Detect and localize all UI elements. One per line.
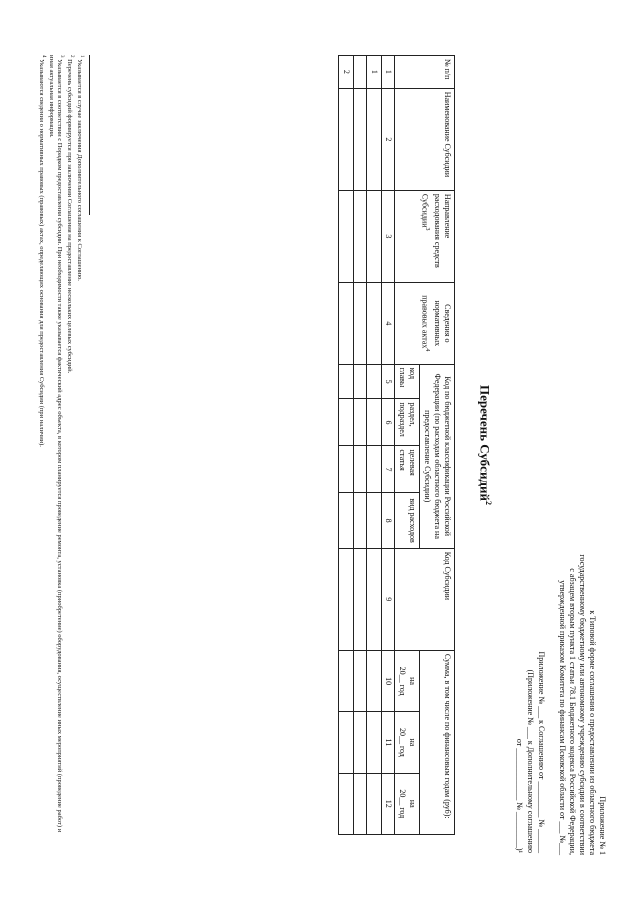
table-cell[interactable]: [339, 88, 354, 190]
agreement-reference: [514, 553, 547, 853]
column-number: 4: [382, 282, 395, 364]
header-cell-year-1: [395, 650, 420, 711]
table-cell[interactable]: [354, 650, 367, 711]
footnote-mark: 2: [68, 55, 74, 58]
header-cell-section: раздел, подраздел: [395, 399, 420, 446]
column-number: 7: [382, 446, 395, 493]
table-row: [339, 56, 354, 835]
year-prefix: на: [408, 677, 417, 685]
table-cell[interactable]: [354, 548, 367, 650]
header-line: Приложение № 1: [598, 796, 607, 855]
header-cell-legal-acts: [395, 282, 455, 364]
column-number: 3: [382, 190, 395, 282]
table-cell[interactable]: [339, 282, 354, 364]
column-number: 9: [382, 548, 395, 650]
table-cell[interactable]: [367, 446, 382, 493]
footnote-item: [36, 55, 46, 845]
footnote-mark: 4: [40, 55, 46, 58]
table-cell[interactable]: [367, 282, 382, 364]
footnotes: [36, 55, 85, 845]
footnote-item: [65, 55, 75, 845]
table-cell[interactable]: [367, 548, 382, 650]
table-cell[interactable]: [367, 190, 382, 282]
year-label: 20__ год: [398, 789, 407, 819]
footnote-text: Указывается в случае заключения Дополнительного соглашения к Соглашению.: [75, 59, 83, 281]
table-cell[interactable]: [339, 650, 354, 711]
header-cell-number: № п/п: [395, 56, 455, 89]
table-cell[interactable]: [367, 364, 382, 399]
table-cell[interactable]: [354, 399, 367, 446]
document-page: [15, 15, 625, 875]
table-cell[interactable]: [354, 364, 367, 399]
header-cell-expense-type: вид расходов: [395, 493, 420, 548]
row-number: 2: [339, 56, 354, 89]
table-cell[interactable]: [354, 493, 367, 548]
table-row: [367, 56, 382, 835]
agreement-line: (Приложение № ___ к Дополнительному соглашению: [526, 669, 535, 853]
table-cell[interactable]: [367, 399, 382, 446]
table-cell[interactable]: [354, 190, 367, 282]
table-cell[interactable]: [354, 282, 367, 364]
footnote-mark: 1: [79, 55, 84, 58]
table-cell[interactable]: [339, 190, 354, 282]
header-line: утвержденной приказом Комитета по финансам Псковской области от ___ №___: [558, 580, 567, 855]
header-cell-direction: [395, 190, 455, 282]
column-number: 1: [382, 56, 395, 89]
appendix-header: [557, 395, 607, 855]
table-cell[interactable]: [339, 548, 354, 650]
agreement-line: Приложение № ___ к Соглашению от _________ № ______: [537, 651, 546, 853]
header-cell-budget-classification: Код по бюджетной классификации Российской Федерации (по расходам областного бюджета на предоставление Субсидии): [420, 364, 455, 548]
footnote-text: Указываются сведения о нормативных правовых (правовых) актах, определяющих основания для предоставления Субсидии (при наличии).: [37, 59, 45, 447]
row-number: 1: [367, 56, 382, 89]
direction-footnote-mark: 3: [424, 227, 430, 231]
table-cell[interactable]: [339, 773, 354, 834]
title-text: Перечень Субсидий: [477, 385, 493, 501]
table-cell[interactable]: [367, 650, 382, 711]
footnote-item: [75, 55, 85, 845]
column-number: 6: [382, 399, 395, 446]
page-title: [477, 15, 493, 875]
table-header-row: [420, 56, 455, 835]
column-number-row: [382, 56, 395, 835]
year-label: 20__ год: [398, 727, 407, 757]
header-cell-subsidy-code: Код Субсидии: [395, 548, 455, 650]
agreement-line: от _____________ № _________)¹: [515, 738, 524, 853]
header-line: к Типовой форме соглашения о предоставлении из областного бюджета: [588, 610, 597, 855]
table-cell[interactable]: [354, 773, 367, 834]
table-cell[interactable]: [339, 493, 354, 548]
column-number: 5: [382, 364, 395, 399]
header-cell-target-article: целевая статья: [395, 446, 420, 493]
year-prefix: на: [408, 738, 417, 747]
table-cell[interactable]: [339, 399, 354, 446]
header-cell-year-3: [395, 773, 420, 834]
table-cell[interactable]: [367, 712, 382, 773]
table-cell[interactable]: [354, 712, 367, 773]
column-number: 12: [382, 773, 395, 834]
footnote-text: Указывается в соответствии с Порядком предоставления субсидии. При необходимости также указывается фактический адрес объекта, в котором планируется проведение ремонта, установка (приобретение) оборудования, осуществление иных мероприятий (проведение работ) и иная актуальная информация.: [47, 55, 63, 833]
header-line: государственному бюджетному или автономному учреждению субсидии в соответствии: [578, 554, 587, 855]
table-cell[interactable]: [339, 446, 354, 493]
footnote-mark: 3: [58, 55, 64, 58]
column-number: 11: [382, 712, 395, 773]
table-cell[interactable]: [354, 88, 367, 190]
acts-footnote-mark: 4: [424, 348, 430, 352]
table-cell[interactable]: [367, 88, 382, 190]
column-number: 2: [382, 88, 395, 190]
header-cell-name: Наименование Субсидии: [395, 88, 455, 190]
column-number: 8: [382, 493, 395, 548]
title-footnote-mark: 2: [484, 500, 493, 505]
header-cell-chapter-code: код главы: [395, 364, 420, 399]
table-cell[interactable]: [354, 446, 367, 493]
table-cell[interactable]: [339, 712, 354, 773]
footnote-item: [47, 55, 65, 845]
row-number: [354, 56, 367, 89]
subsidies-table: [338, 55, 455, 835]
footnote-divider: [89, 55, 90, 215]
header-cell-sum-by-years: Сумма, в том числе по финансовым годам (руб):: [420, 650, 455, 834]
header-acts-label: Сведения о нормативных правовых актах: [420, 295, 452, 349]
table-cell[interactable]: [367, 773, 382, 834]
header-cell-year-2: [395, 712, 420, 773]
header-direction-label: Направление расходования средств Субсидии: [420, 193, 452, 268]
table-row: [354, 56, 367, 835]
year-prefix: на: [408, 799, 417, 808]
footnote-text: Перечень субсидий формируется при заключении Соглашения на предоставление нескольких целевых субсидий.: [65, 59, 73, 374]
table-cell[interactable]: [339, 364, 354, 399]
column-number: 10: [382, 650, 395, 711]
table-cell[interactable]: [367, 493, 382, 548]
header-line: с абзацем вторым пункта 1 статьи 78.1 Бюджетного кодекса Российской Федерации,: [568, 568, 577, 855]
year-label: 20__ год: [398, 666, 407, 696]
